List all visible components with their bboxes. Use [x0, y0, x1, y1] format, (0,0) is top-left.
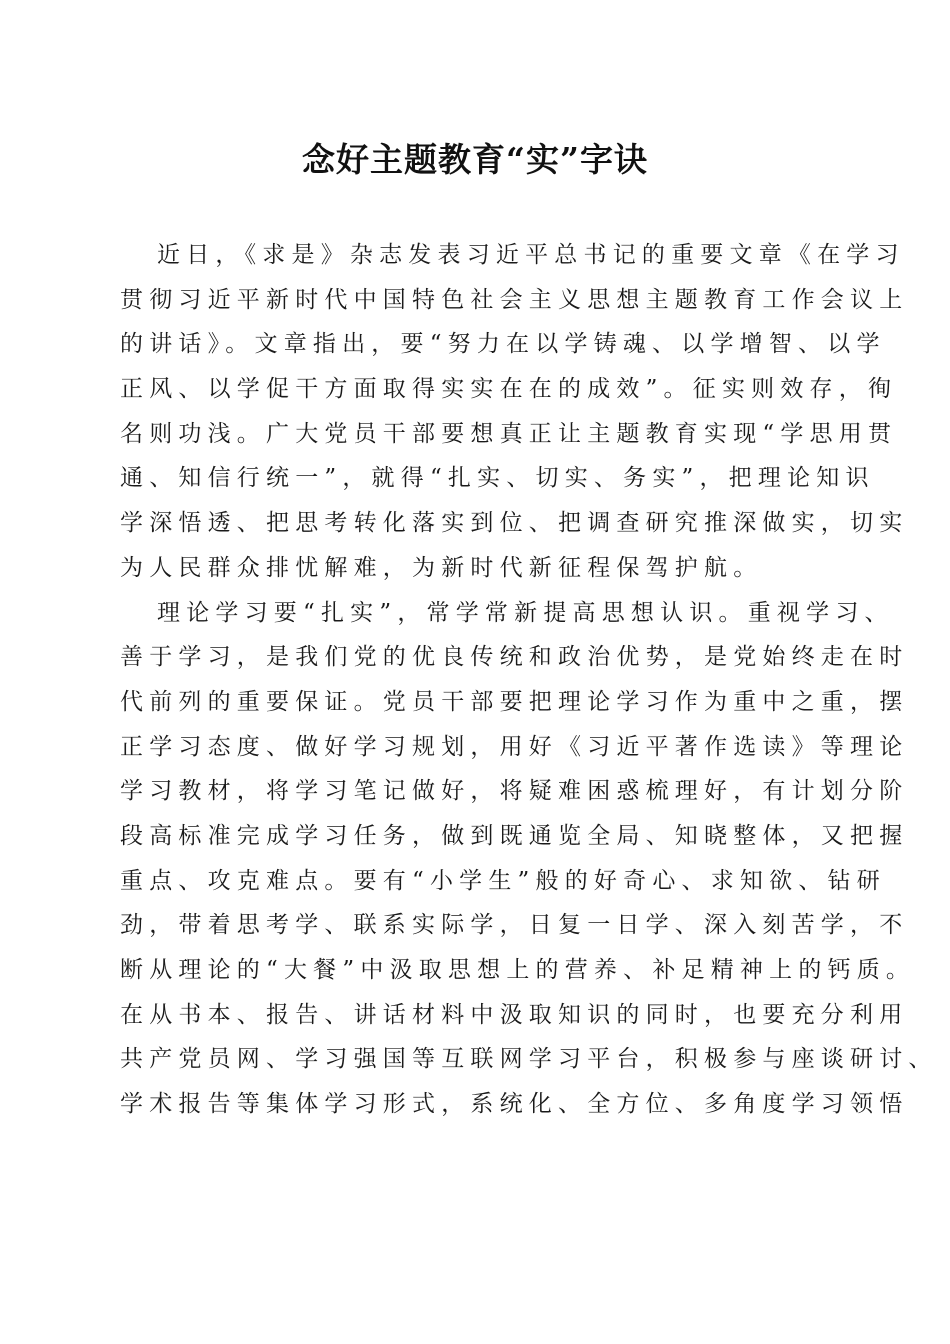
- text-line: 的讲话》。文章指出，要“努力在以学铸魂、以学增智、以学: [120, 331, 886, 358]
- article-body: [120, 233, 938, 1127]
- text-line: 共产党员网、学习强国等互联网学习平台，积极参与座谈研讨、: [120, 1046, 938, 1073]
- text-line: 代前列的重要保证。党员干部要把理论学习作为重中之重，摆: [120, 688, 909, 715]
- text-line: 贯彻习近平新时代中国特色社会主义思想主题教育工作会议上: [120, 286, 909, 313]
- text-line: 断从理论的“大餐”中汲取思想上的营养、补足精神上的钙质。: [120, 957, 916, 983]
- text-line: 名则功浅。广大党员干部要想真正让主题教育实现“学思用贯: [120, 420, 898, 447]
- page-title: 念好主题教育“实”字诀: [302, 140, 648, 179]
- text-line: 理论学习要“扎实”，常学常新提高思想认识。重视学习、: [157, 599, 894, 626]
- text-line: 正学习态度、做好学习规划，用好《习近平著作选读》等理论: [120, 733, 909, 760]
- text-line: 劲，带着思考学、联系实际学，日复一日学、深入刻苦学，不: [120, 912, 909, 939]
- text-line: 学术报告等集体学习形式，系统化、全方位、多角度学习领悟: [120, 1091, 909, 1118]
- text-line: 通、知信行统一”，就得“扎实、切实、务实”，把理论知识: [120, 465, 875, 492]
- text-line: 正风、以学促干方面取得实实在在的成效”。征实则效存，徇: [120, 376, 898, 403]
- text-line: 为人民群众排忧解难，为新时代新征程保驾护航。: [120, 554, 763, 581]
- text-line: 重点、攻克难点。要有“小学生”般的好奇心、求知欲、钻研: [120, 867, 886, 894]
- text-line: 近日，《求是》杂志发表习近平总书记的重要文章《在学习: [157, 242, 905, 268]
- text-line: 段高标准完成学习任务，做到既通览全局、知晓整体，又把握: [120, 822, 909, 849]
- text-line: 在从书本、报告、讲话材料中汲取知识的同时，也要充分利用: [120, 1001, 909, 1028]
- paragraph-2: [120, 591, 938, 1127]
- text-line: 学习教材，将学习笔记做好，将疑难困惑梳理好，有计划分阶: [120, 778, 909, 805]
- paragraph-1: [120, 233, 909, 591]
- text-line: 善于学习，是我们党的优良传统和政治优势，是党始终走在时: [120, 644, 909, 671]
- text-line: 学深悟透、把思考转化落实到位、把调查研究推深做实，切实: [120, 510, 909, 537]
